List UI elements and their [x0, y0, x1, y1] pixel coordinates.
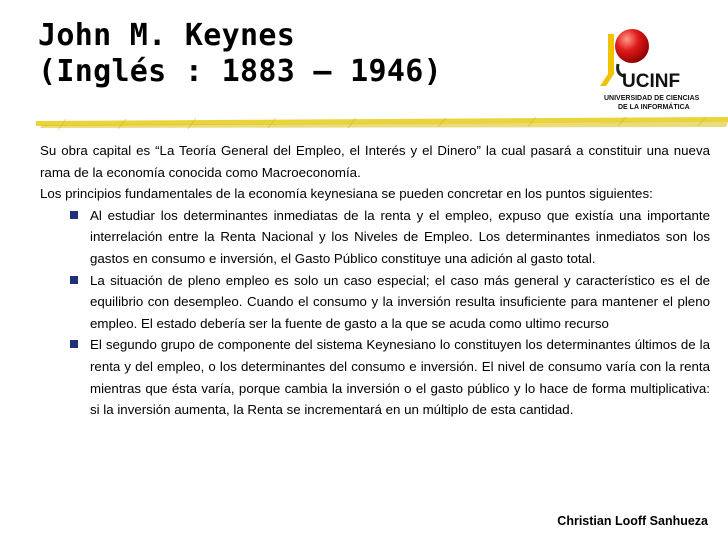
logo-ball-icon — [615, 29, 649, 63]
slide-title — [38, 18, 442, 90]
logo-brand: UCINF — [622, 71, 681, 92]
slide-body — [40, 140, 710, 421]
logo-subtitle-1: UNIVERSIDAD DE CIENCIAS — [604, 95, 700, 102]
decorative-highlighter-rule — [36, 114, 728, 136]
principle-text: Al estudiar los determinantes inmediatas de la renta y el empleo, expuso que existía una importante interrelación entre la Renta Nacional y los Niveles de Empleo. Los determinantes inmediatos son los gastos en consumo e inversión, el Gasto Público constituye una adición al gasto total. — [90, 207, 710, 266]
logo-accent-bar — [608, 34, 614, 74]
slide-title-dates: (Inglés : 1883 – 1946) — [38, 54, 442, 89]
principle-text: La situación de pleno empleo es solo un caso especial; el caso más general y característico es el de equilibrio con desempleo. Cuando el consumo y la inversión resulta insuficiente para mantener el pleno empleo. El estado debería ser la fuente de gasto a la que se acuda como ultimo recurso — [90, 272, 710, 331]
author-credit: Christian Looff Sanhueza — [557, 514, 708, 528]
principle-item — [40, 205, 710, 270]
principle-item — [40, 270, 710, 335]
principle-text: El segundo grupo de componente del sistema Keynesiano lo constituyen los determinantes últimos de la renta y del empleo, o los determinantes del consumo e inversión. El nivel de consumo varía con la renta mientras que ésta varía, porque cambia la inversión o el gasto público y lo hace de forma multiplicativa: si la inversión aumenta, la Renta se incrementará en un múltiplo de esta cantidad. — [90, 337, 710, 418]
principle-item — [40, 334, 710, 420]
square-bullet-icon — [70, 340, 78, 348]
ucinf-logo — [594, 16, 700, 116]
square-bullet-icon — [70, 211, 78, 219]
slide-title-name: John M. Keynes — [38, 18, 296, 53]
logo-subtitle-2: DE LA INFORMÁTICA — [618, 104, 690, 111]
square-bullet-icon — [70, 276, 78, 284]
intro-paragraph: Su obra capital es “La Teoría General del Empleo, el Interés y el Dinero” la cual pasará a constituir una nueva rama de la economía conocida como Macroeconomía. — [40, 143, 710, 180]
logo-accent-foot — [600, 74, 614, 86]
principles-intro: Los principios fundamentales de la economía keynesiana se pueden concretar en los puntos siguientes: — [40, 186, 653, 202]
principles-list — [40, 205, 710, 421]
